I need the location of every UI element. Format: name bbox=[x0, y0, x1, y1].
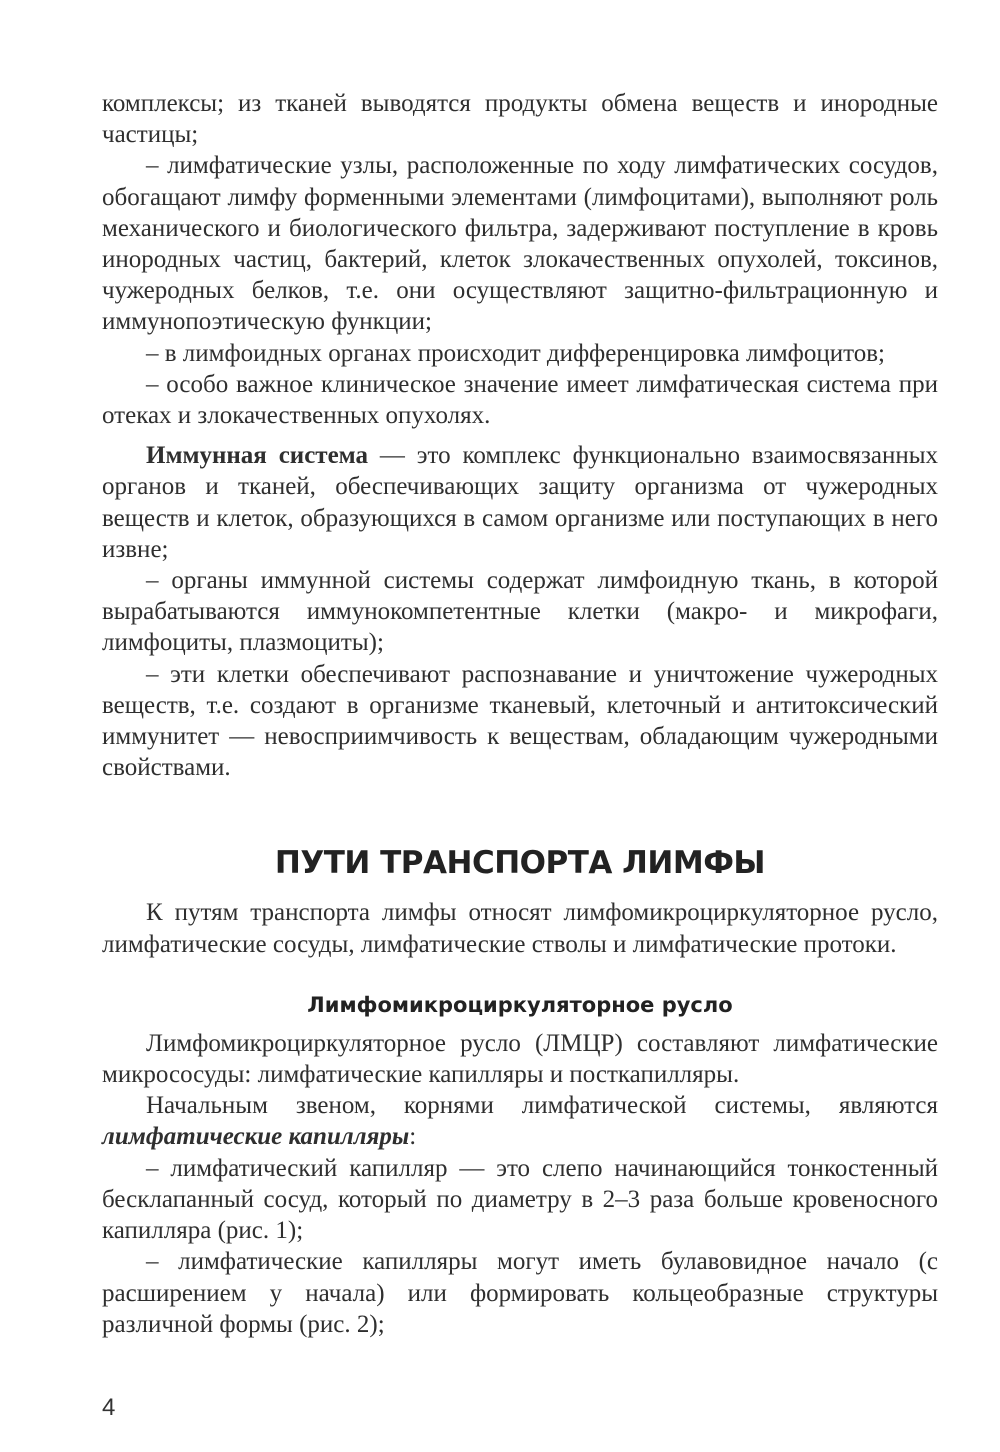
list-item-capillary-shapes: – лимфатические капилляры могут иметь булавовидное начало (с расширением у начала) или формировать кольцеобразные структуры различной формы (рис. 2); bbox=[102, 1248, 938, 1338]
list-item-immune-cells: – эти клетки обеспечивают распознавание и уничтожение чужеродных веществ, т.е. создают в организме тканевый, клеточный и антитоксический иммунитет — невосприимчивость к веществам, обладающим чужеродными свойствами. bbox=[102, 660, 938, 782]
list-item-clinical-significance: – особо важное клиническое значение имеет лимфатическая система при отеках и злокачественных опухолях. bbox=[102, 370, 938, 430]
section-title: ПУТИ ТРАНСПОРТА ЛИМФЫ bbox=[274, 845, 766, 882]
page-number: 4 bbox=[102, 1394, 116, 1421]
list-item-immune-organs: – органы иммунной системы содержат лимфоидную ткань, в которой вырабатываются иммунокомпетентные клетки (макро- и микрофаги, лимфоциты, плазмоциты); bbox=[102, 567, 938, 657]
subsection-paragraph-capillaries bbox=[102, 1090, 938, 1152]
list-item-lymph-nodes: – лимфатические узлы, расположенные по ходу лимфатических сосудов, обогащают лимфу форменными элементами (лимфоцитами), выполняют роль механического и биологического фильтра, задерживают поступление в кровь инородных частиц, бактерий, клеток злокачественных опухолей, токсинов, чужеродных белков, т.е. они осуществляют защитно-фильтрационную и иммунопоэтическую функции; bbox=[102, 152, 938, 336]
subsection-paragraph-lmcr: Лимфомикроциркуляторное русло (ЛМЦР) составляют лимфатические микрососуды: лимфатические капилляры и посткапилляры. bbox=[102, 1029, 938, 1089]
list-item-capillary-definition: – лимфатический капилляр — это слепо начинающийся тонкостенный бесклапанный сосуд, который по диаметру в 2–3 раза больше кровеносного капилляра (рис. 1); bbox=[102, 1154, 938, 1245]
section-intro: К путям транспорта лимфы относят лимфомикроциркуляторное русло, лимфатические сосуды, лимфатические стволы и лимфатические протоки. bbox=[102, 899, 938, 958]
capillaries-colon: : bbox=[409, 1123, 417, 1151]
capillaries-intro: Начальным звеном, корнями лимфатической системы, являются bbox=[146, 1092, 938, 1120]
subsection-title: Лимфомикроциркуляторное русло bbox=[307, 992, 733, 1017]
immune-system-definition: — это комплекс функционально взаимосвязанных органов и тканей, обеспечивающих защиту организма от чужеродных веществ и клеток, образующихся в самом организме или поступающих в него извне; bbox=[102, 442, 939, 563]
paragraph-continuation: комплексы; из тканей выводятся продукты обмена веществ и инородные частицы; bbox=[102, 90, 938, 149]
paragraph-immune-system bbox=[102, 440, 938, 565]
term-lymphatic-capillaries: лимфатические капилляры bbox=[102, 1123, 410, 1151]
term-immune-system: Иммунная система bbox=[146, 442, 369, 470]
page-content bbox=[102, 88, 938, 1340]
list-item-lymphoid-organs: – в лимфоидных органах происходит дифференцировка лимфоцитов; bbox=[146, 339, 885, 367]
